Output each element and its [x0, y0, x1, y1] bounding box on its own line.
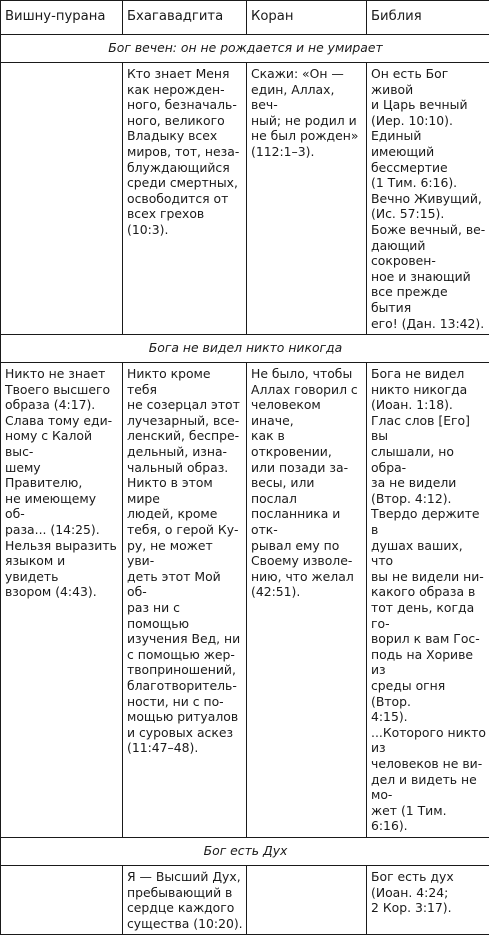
table-row: [1, 363, 489, 838]
section-row-eternal: [1, 35, 489, 63]
cell-vishnu-purana: [1, 865, 123, 934]
cell-bible: Бог есть дух (Иоан. 4:24; 2 Кор. 3:17).: [367, 865, 489, 934]
cell-bible: Он есть Бог живой и Царь вечный (Иер. 10:10). Единый имеющий бессмертие (1 Тим. 6:16). Вечно Живущий, (Ис. 57:15). Боже вечный, ве- дающий сокровен- ное и знающий все прежде бытия его! (Дан. 13:42).: [367, 63, 489, 335]
header-bible: Библия: [367, 1, 489, 35]
section-row-unseen: [1, 335, 489, 363]
cell-bible: Бога не видел никто никогда (Иоан. 1:18). Глас слов [Его] вы слышали, но обра- за не видели (Втор. 4:12). Твердо держите в душах ваших, что вы не видели ни- какого образа в тот день, когда го- ворил к вам Гос- подь на Хориве из среды огня (Втор. 4:15). ...Которого никто из человеков не ви- дел и видеть не мо- жет (1 Тим. 6:16).: [367, 363, 489, 838]
cell-koran: [247, 865, 367, 934]
cell-koran: Не было, чтобы Аллах говорил с человеком иначе, как в откровении, или позади за- весы, или послал посланника и отк- рывал ему по Своему изволе- нию, что желал (42:51).: [247, 363, 367, 838]
table-header: [1, 1, 489, 35]
header-koran: Коран: [247, 1, 367, 35]
cell-koran: Скажи: «Он — един, Аллах, веч- ный; не родил и не был рожден» (112:1–3).: [247, 63, 367, 335]
cell-vishnu-purana: [1, 63, 123, 335]
section-title: Бог есть Дух: [1, 837, 489, 865]
table-row: [1, 63, 489, 335]
cell-vishnu-purana: Никто не знает Твоего высшего образа (4:17). Слава тому еди- ному с Калой выс- шему Правителю, не имеющему об- раза... (14:25). Нельзя выразить языком и увидеть взором (4:43).: [1, 363, 123, 838]
cell-bhagavad-gita: Я — Высший Дух, пребывающий в сердце каждого существа (10:20).: [123, 865, 247, 934]
section-title: Бог вечен: он не рождается и не умирает: [1, 35, 489, 63]
header-vishnu-purana: Вишну-пурана: [1, 1, 123, 35]
header-row: [1, 1, 489, 35]
table-row: [1, 865, 489, 934]
cell-bhagavad-gita: Никто кроме тебя не созерцал этот лучезарный, все- ленский, беспре- дельный, изна- чальный образ. Никто в этом мире людей, кроме тебя, о герой Ку- ру, не может уви- деть этот Мой об- раз ни с помощью изучения Вед, ни с помощью жер- твоприношений, благотворитель- ности, ни с по- мощью ритуалов и суровых аскез (11:47–48).: [123, 363, 247, 838]
section-row-spirit: [1, 837, 489, 865]
header-bhagavad-gita: Бхагавадгита: [123, 1, 247, 35]
section-title: Бога не видел никто никогда: [1, 335, 489, 363]
cell-bhagavad-gita: Кто знает Меня как нерожден- ного, безначаль- ного, великого Владыку всех миров, тот, неза- блуждающийся среди смертных, освободится от всех грехов (10:3).: [123, 63, 247, 335]
